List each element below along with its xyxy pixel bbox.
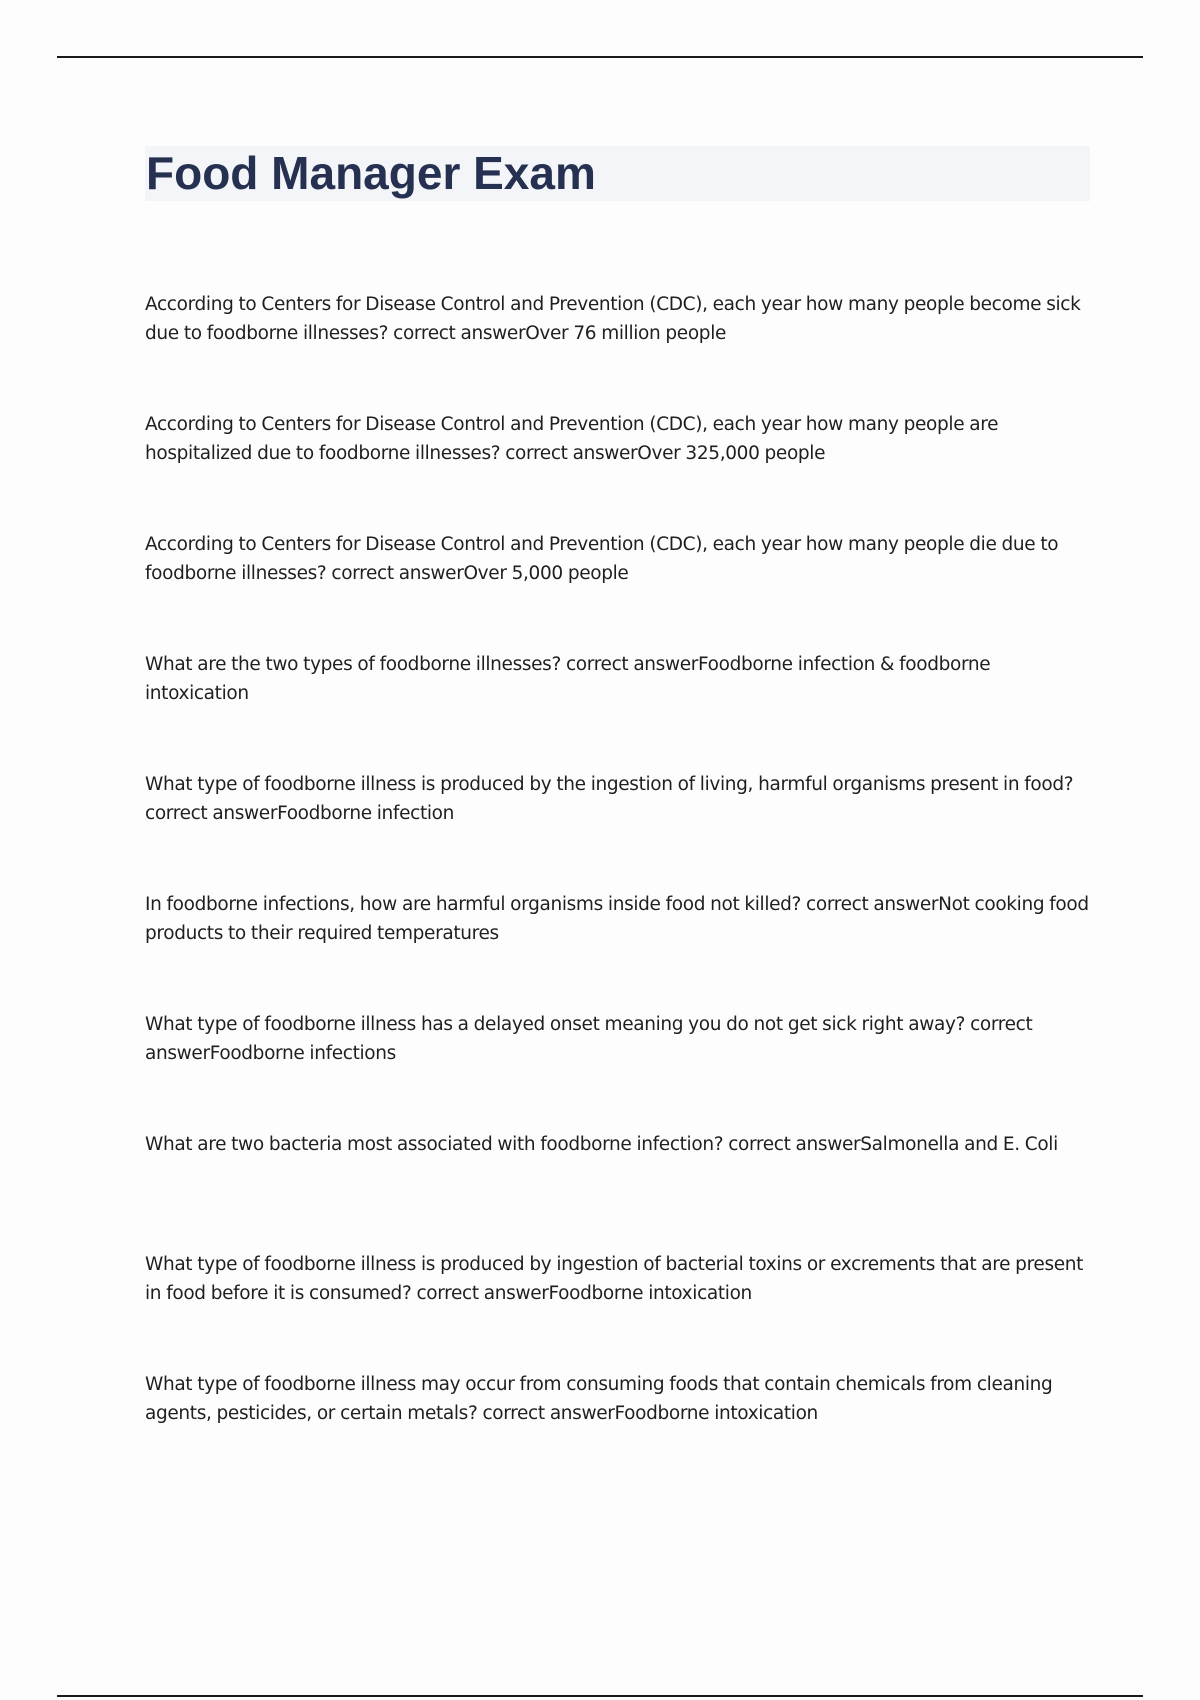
qa-item-9: What type of foodborne illness is produced by ingestion of bacterial toxins or excrements that are present in food before it is consumed? correct answerFoodborne intoxication <box>145 1254 1084 1304</box>
qa-item-2: According to Centers for Disease Control and Prevention (CDC), each year how many people are hospitalized due to foodborne illnesses? correct answerOver 325,000 people <box>145 414 999 464</box>
qa-item-5: What type of foodborne illness is produced by the ingestion of living, harmful organisms present in food? correct answerFoodborne infection <box>145 774 1074 824</box>
document-title: Food Manager Exam <box>146 147 596 199</box>
qa-item-3: According to Centers for Disease Control and Prevention (CDC), each year how many people die due to foodborne illnesses? correct answerOver 5,000 people <box>145 534 1059 584</box>
qa-list <box>145 290 1090 1490</box>
qa-item-7: What type of foodborne illness has a delayed onset meaning you do not get sick right away? correct answerFoodborne infections <box>145 1014 1033 1064</box>
qa-item-8: What are two bacteria most associated with foodborne infection? correct answerSalmonella and E. Coli <box>145 1134 1058 1155</box>
qa-item-10: What type of foodborne illness may occur from consuming foods that contain chemicals from cleaning agents, pesticides, or certain metals? correct answerFoodborne intoxication <box>145 1374 1053 1424</box>
qa-item-4: What are the two types of foodborne illnesses? correct answerFoodborne infection & foodborne intoxication <box>145 654 991 704</box>
bottom-rule <box>57 1695 1143 1697</box>
top-rule <box>57 56 1143 58</box>
qa-item-1: According to Centers for Disease Control and Prevention (CDC), each year how many people become sick due to foodborne illnesses? correct answerOver 76 million people <box>145 294 1081 344</box>
qa-item-6: In foodborne infections, how are harmful organisms inside food not killed? correct answerNot cooking food products to their required temperatures <box>145 894 1089 944</box>
